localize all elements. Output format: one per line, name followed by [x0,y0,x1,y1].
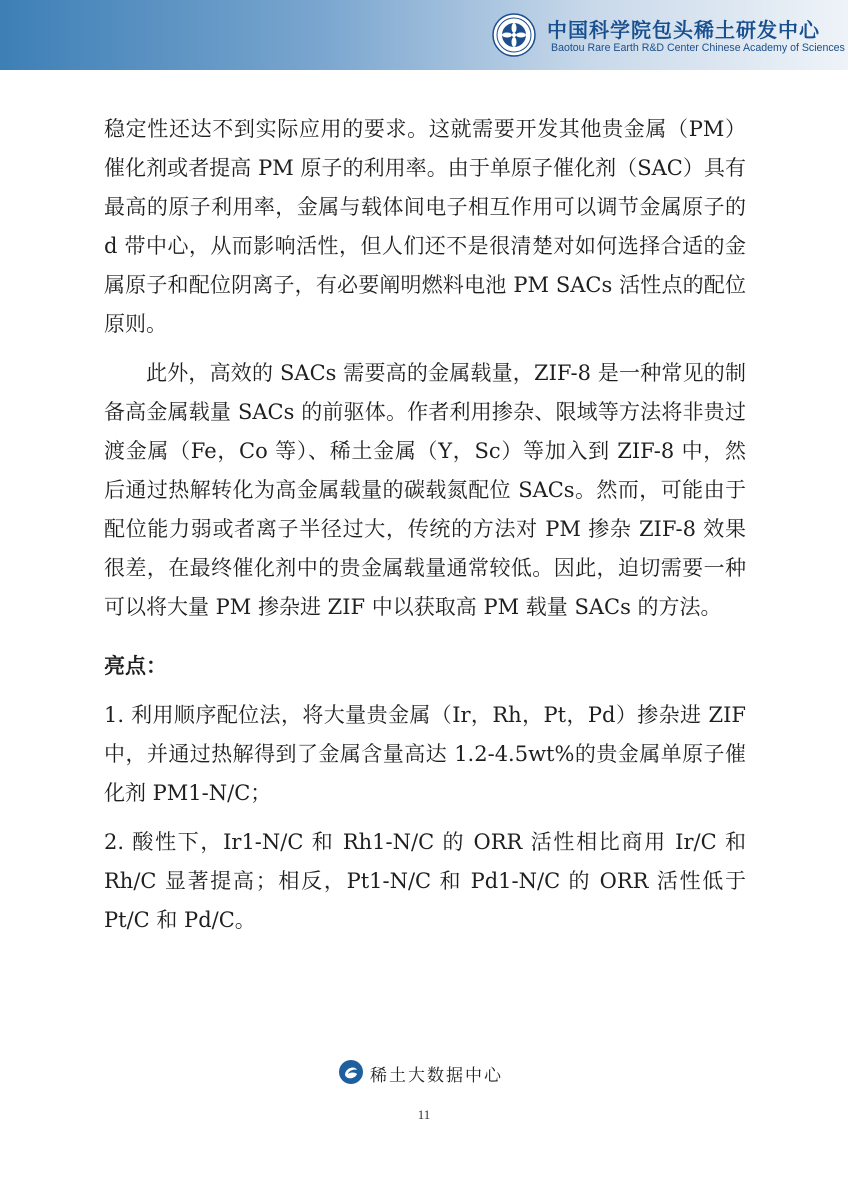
org-name-english: Baotou Rare Earth R&D Center Chinese Academy of Sciences [551,42,845,54]
page-number: 11 [417,1107,431,1122]
body-paragraph: 此外，高效的 SACs 需要高的金属载量，ZIF-8 是一种常见的制备高金属载量 SACs 的前驱体。作者利用掺杂、限域等方法将非贵过渡金属（Fe，Co 等）、稀土金属（Y，Sc）等加入到 ZIF-8 中，然后通过热解转化为高金属载量的碳载氮配位 SACs。然而，可能由于配位能力弱或者离子半径过大，传统的方法对 PM 掺杂 ZIF-8 效果很差，在最终催化剂中的贵金属载量通常较低。因此，迫切需要一种可以将大量 PM 掺杂进 ZIF 中以获取高 PM 载量 SACs 的方法。 [104,361,746,619]
highlights-heading: 亮点： [104,654,167,678]
body-paragraph: 稳定性还达不到实际应用的要求。这就需要开发其他贵金属（PM）催化剂或者提高 PM 原子的利用率。由于单原子催化剂（SAC）具有最高的原子利用率，金属与载体间电子相互作用可以调节金属原子的 d 带中心，从而影响活性，但人们还不是很清楚对如何选择合适的金属原子和配位阴离子，有必要阐明燃料电池 PM SACs 活性点的配位原则。 [104,117,746,336]
rare-earth-data-logo-icon [338,1059,364,1085]
page-header-band [0,0,848,70]
cas-emblem-icon [492,13,536,57]
footer-brand [338,1058,528,1088]
article-body [104,110,746,940]
highlight-item: 2. 酸性下，Ir1-N/C 和 Rh1-N/C 的 ORR 活性相比商用 Ir/C 和 Rh/C 显著提高；相反，Pt1-N/C 和 Pd1-N/C 的 ORR 活性低于 Pt/C 和 Pd/C。 [104,830,746,932]
org-name-chinese: 中国科学院包头稀土研发中心 [547,18,820,42]
highlight-item: 1. 利用顺序配位法，将大量贵金属（Ir，Rh，Pt，Pd）掺杂进 ZIF 中，并通过热解得到了金属含量高达 1.2-4.5wt%的贵金属单原子催化剂 PM1-N/C； [104,703,746,805]
footer-brand-text: 稀土大数据中心 [370,1066,503,1086]
